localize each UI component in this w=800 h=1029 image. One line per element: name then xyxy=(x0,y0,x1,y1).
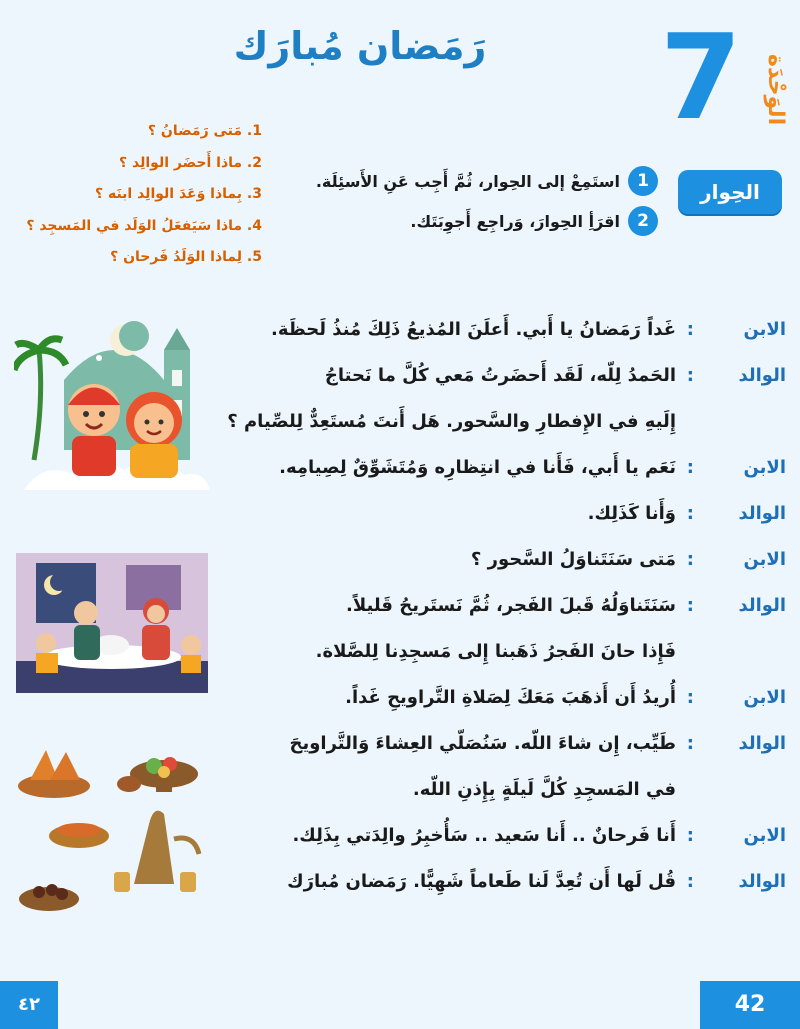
page-number-arabic: ٤٢ xyxy=(0,981,58,1029)
instruction-number: 1 xyxy=(628,166,658,196)
utterance: مَتى سَنَتَناوَلُ السَّحور ؟ xyxy=(470,548,676,570)
dialog-line xyxy=(226,628,786,674)
questions-list xyxy=(26,116,262,274)
dialog-line xyxy=(226,398,786,444)
speaker: الابن xyxy=(743,824,786,846)
dialog-line xyxy=(226,490,786,536)
dialog-line xyxy=(226,444,786,490)
colon: : xyxy=(686,548,694,570)
utterance: نَعَم يا أَبي، فَأَنا في انتِظارِه وَمُتَشَوِّقٌ لِصِيامِه. xyxy=(279,456,676,478)
utterance: في المَسجِدِ كُلَّ لَيلَةٍ بِإِذنِ اللّه. xyxy=(412,778,676,800)
instruction-2 xyxy=(410,206,658,236)
dialog-line xyxy=(226,536,786,582)
speaker: الوالد xyxy=(738,364,786,386)
colon: : xyxy=(686,502,694,524)
page-number: 42 xyxy=(700,981,800,1029)
colon: : xyxy=(686,824,694,846)
colon: : xyxy=(686,364,694,386)
question-5: 5. لِماذا الوَلَدُ فَرحان ؟ xyxy=(110,249,262,265)
speaker: الابن xyxy=(743,456,786,478)
children-mosque-illustration xyxy=(14,310,210,500)
question-3: 3. بِماذا وَعَدَ الوالِد ابنَه ؟ xyxy=(94,186,262,202)
colon: : xyxy=(686,870,694,892)
colon: : xyxy=(686,456,694,478)
dialog-line xyxy=(226,812,786,858)
utterance: غَداً رَمَضانُ يا أَبي. أَعلَنَ المُذيعُ ذَلِكَ مُنذُ لَحظَة. xyxy=(271,318,676,340)
speaker: الابن xyxy=(743,686,786,708)
dialog-line xyxy=(226,582,786,628)
colon: : xyxy=(686,318,694,340)
colon: : xyxy=(686,594,694,616)
instruction-number: 2 xyxy=(628,206,658,236)
speaker: الابن xyxy=(743,318,786,340)
unit-number: 7 xyxy=(659,8,742,146)
dialog-line xyxy=(226,306,786,352)
speaker: الوالد xyxy=(738,502,786,524)
dialog-line xyxy=(226,766,786,812)
dialog-line xyxy=(226,720,786,766)
family-iftar-illustration xyxy=(16,553,208,693)
speaker: الابن xyxy=(743,548,786,570)
dialog-line xyxy=(226,352,786,398)
question-1: 1. مَتى رَمَضانُ ؟ xyxy=(147,123,262,139)
instruction-text: استَمِعْ إلى الحِوار، ثُمَّ أَجِب عَنِ الأَسئِلَة. xyxy=(315,171,620,191)
utterance: الحَمدُ لِلّه، لَقَد أَحضَرتُ مَعي كُلَّ ما نَحتاجُ xyxy=(324,364,676,386)
speaker: الوالد xyxy=(738,732,786,754)
utterance: سَنَتَناوَلُهُ قَبلَ الفَجر، ثُمَّ نَستَريحُ قَليلاً. xyxy=(345,594,676,616)
speaker: الوالد xyxy=(738,594,786,616)
utterance: أَنا فَرحانٌ .. أَنا سَعيد .. سَأُخبِرُ والِدَتي بِذَلِك. xyxy=(292,824,676,846)
instruction-1 xyxy=(316,166,658,196)
question-4: 4. ماذا سَيَفعَلُ الوَلَد في المَسجِد ؟ xyxy=(26,217,262,234)
dialog-line xyxy=(226,858,786,904)
utterance: قُل لَها أَن تُعِدَّ لَنا طَعاماً شَهِيًّا. رَمَضان مُبارَك xyxy=(287,870,676,892)
section-badge: الحِوار xyxy=(678,170,782,214)
utterance: إِلَيهِ في الإِفطارِ والسَّحور. هَل أَنتَ مُستَعِدٌّ لِلصِّيام ؟ xyxy=(227,410,676,432)
colon: : xyxy=(686,686,694,708)
dialog-line xyxy=(226,674,786,720)
colon: : xyxy=(686,732,694,754)
utterance: أُريدُ أَن أَذهَبَ مَعَكَ لِصَلاةِ التَّراويحِ غَداً. xyxy=(345,686,676,708)
speaker: الوالد xyxy=(738,870,786,892)
question-2: 2. ماذا أَحضَر الوالِد ؟ xyxy=(119,154,262,171)
unit-label: الوَحْدَة xyxy=(763,54,788,126)
dialog xyxy=(226,306,786,904)
utterance: فَإِذا حانَ الفَجرُ ذَهَبنا إِلى مَسجِدِنا لِلصَّلاة. xyxy=(315,640,676,662)
ramadan-food-illustration xyxy=(14,744,210,920)
utterance: طَيِّب، إِن شاءَ اللّه. سَنُصَلّي العِشاءَ وَالتَّراويحَ xyxy=(289,732,676,754)
utterance: وَأَنا كَذَلِك. xyxy=(587,502,676,524)
instruction-text: اقرَأِ الحِوارَ، وَراجِع أَجوِبَتَك. xyxy=(410,211,620,231)
lesson-title: رَمَضان مُبارَك xyxy=(233,24,487,68)
